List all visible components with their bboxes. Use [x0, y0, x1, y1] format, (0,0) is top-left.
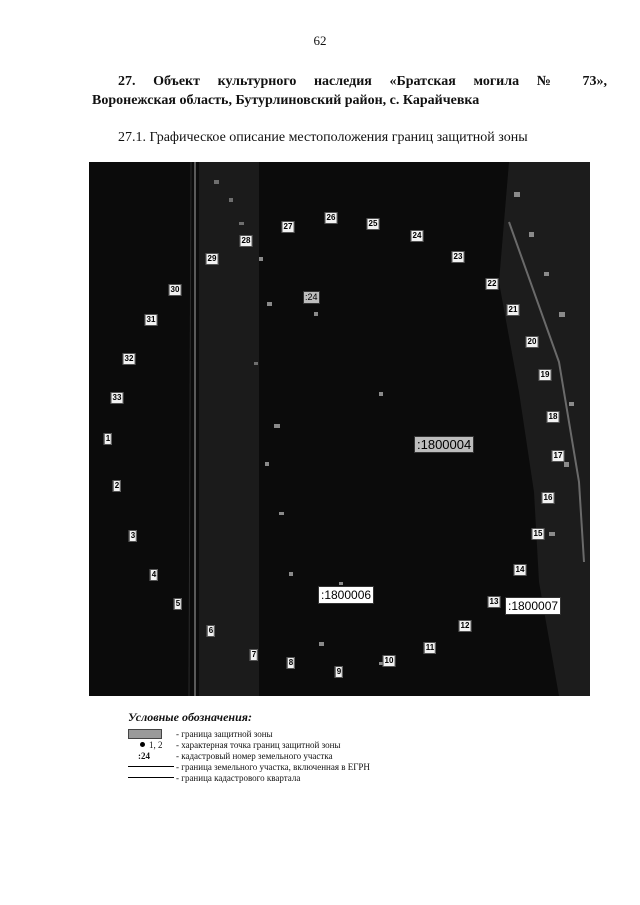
- point-label-18: 18: [548, 412, 558, 421]
- cadastral-label: :1800007: [505, 597, 561, 615]
- point-label-1: 1: [105, 434, 111, 443]
- cadastral-label: :1800006: [318, 586, 374, 604]
- point-label-4: 4: [151, 570, 157, 579]
- quarter-line-icon: [128, 777, 176, 778]
- legend-item: [128, 750, 488, 761]
- object-heading: [92, 72, 607, 110]
- point-label-31: 31: [146, 315, 156, 324]
- point-label-28: 28: [241, 236, 251, 245]
- point-label-10: 10: [384, 656, 394, 665]
- point-label-9: 9: [336, 667, 342, 676]
- point-label-20: 20: [527, 337, 537, 346]
- point-label-25: 25: [368, 219, 378, 228]
- point-label-17: 17: [553, 451, 563, 460]
- point-label-29: 29: [207, 254, 217, 263]
- legend-title: Условные обозначения:: [128, 710, 252, 724]
- heading-line-2: Воронежская область, Бутурлиновский район, с. Карайчевка: [92, 93, 480, 108]
- point-label-33: 33: [112, 393, 122, 402]
- point-label-24: 24: [412, 231, 422, 240]
- point-label-5: 5: [175, 599, 181, 608]
- cadastral-label: :1800004: [414, 436, 474, 453]
- point-label-11: 11: [425, 643, 435, 652]
- legend-code: :24: [138, 750, 150, 761]
- point-label-6: 6: [208, 626, 214, 635]
- cadastral-label: :24: [305, 292, 318, 302]
- protection-zone-map: [89, 162, 590, 696]
- legend-code: 1, 2: [149, 739, 163, 750]
- legend-text: - граница защитной зоны: [176, 728, 273, 739]
- point-label-14: 14: [515, 565, 525, 574]
- point-label-13: 13: [489, 597, 499, 606]
- map-legend: [128, 710, 488, 783]
- point-label-23: 23: [453, 252, 463, 261]
- legend-text: - кадастровый номер земельного участка: [176, 750, 333, 761]
- point-label-16: 16: [543, 493, 553, 502]
- point-label-15: 15: [533, 529, 543, 538]
- satellite-background: [89, 162, 590, 696]
- point-label-19: 19: [540, 370, 550, 379]
- legend-text: - граница кадастрового квартала: [176, 772, 301, 783]
- point-label-30: 30: [170, 285, 180, 294]
- legend-item: [128, 772, 488, 783]
- point-label-21: 21: [508, 305, 518, 314]
- legend-text: - характерная точка границ защитной зоны: [176, 739, 341, 750]
- zone-boundary-swatch: [128, 729, 176, 739]
- page-number: 62: [313, 33, 327, 48]
- point-marker-icon: [128, 740, 176, 750]
- point-label-26: 26: [326, 213, 336, 222]
- point-label-7: 7: [251, 650, 257, 659]
- heading-line-1: 27. Объект культурного наследия «Братская могила № 73»,: [118, 74, 607, 89]
- legend-item: [128, 739, 488, 750]
- section-subheading: 27.1. Графическое описание местоположения границ защитной зоны: [118, 130, 528, 145]
- legend-item: [128, 728, 488, 739]
- point-label-3: 3: [130, 531, 136, 540]
- legend-item: [128, 761, 488, 772]
- point-label-12: 12: [460, 621, 470, 630]
- point-label-27: 27: [283, 222, 293, 231]
- point-label-32: 32: [124, 354, 134, 363]
- legend-text: - граница земельного участка, включенная в ЕГРН: [176, 761, 370, 772]
- point-label-22: 22: [487, 279, 497, 288]
- point-label-8: 8: [288, 658, 294, 667]
- parcel-line-icon: [128, 766, 176, 767]
- point-label-2: 2: [114, 481, 120, 490]
